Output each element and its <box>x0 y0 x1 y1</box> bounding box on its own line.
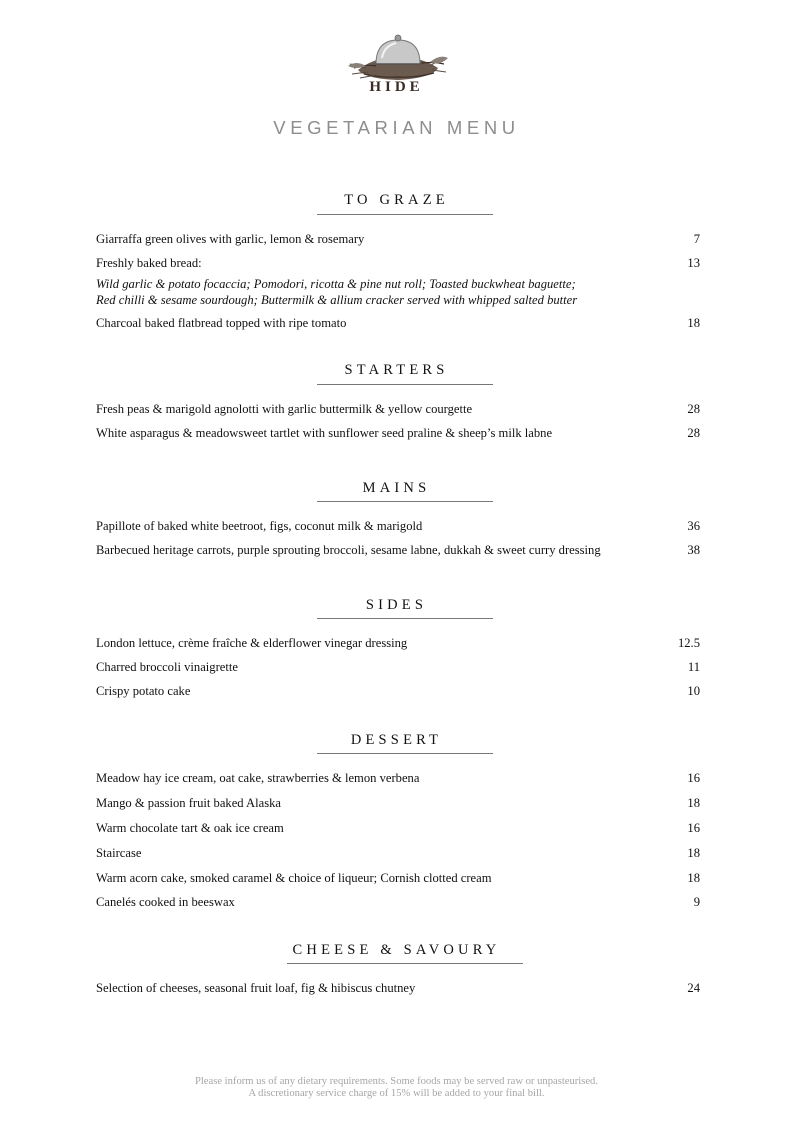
section-divider <box>317 214 493 215</box>
section-title-sides: SIDES <box>365 597 428 613</box>
item-price: 16 <box>687 771 700 785</box>
item-name: Warm acorn cake, smoked caramel & choice of liqueur; Cornish clotted cream <box>96 871 492 885</box>
item-name: Crispy potato cake <box>96 684 191 698</box>
section-divider <box>287 963 523 964</box>
item-detail: Red chilli & sesame sourdough; Buttermilk & allium cracker served with whipped salted butter <box>96 293 578 307</box>
item-price: 18 <box>687 316 700 330</box>
section-title-to-graze: TO GRAZE <box>344 192 449 208</box>
item-name: Giarraffa green olives with garlic, lemon & rosemary <box>96 232 365 246</box>
item-name: Fresh peas & marigold agnolotti with garlic buttermilk & yellow courgette <box>96 402 473 416</box>
item-name: Selection of cheeses, seasonal fruit loaf, fig & hibiscus chutney <box>96 981 416 995</box>
section-title-mains: MAINS <box>362 480 431 496</box>
section-divider <box>317 618 493 619</box>
item-price: 10 <box>687 684 700 698</box>
item-name: Canelés cooked in beeswax <box>96 895 235 909</box>
item-price: 24 <box>687 981 700 995</box>
item-price: 16 <box>687 821 700 835</box>
item-price: 28 <box>687 426 700 440</box>
page-title: VEGETARIAN MENU <box>273 117 520 138</box>
item-name: Papillote of baked white beetroot, figs, coconut milk & marigold <box>96 519 423 533</box>
section-divider <box>317 501 493 502</box>
item-name: White asparagus & meadowsweet tartlet with sunflower seed praline & sheep’s milk labne <box>96 426 553 440</box>
section-divider <box>317 384 493 385</box>
section-title-starters: STARTERS <box>344 362 449 378</box>
item-name: Staircase <box>96 846 142 860</box>
item-name: Barbecued heritage carrots, purple sprouting broccoli, sesame labne, dukkah & sweet curry dressing <box>96 543 601 557</box>
item-price: 12.5 <box>677 636 700 650</box>
item-price: 28 <box>687 402 700 416</box>
footer-dietary-note: Please inform us of any dietary requirements. Some foods may be served raw or unpasteurised. <box>194 1076 599 1087</box>
item-price: 13 <box>687 256 700 270</box>
item-name: London lettuce, crème fraîche & elderflower vinegar dressing <box>96 636 408 650</box>
footer-service-charge-note: A discretionary service charge of 15% will be added to your final bill. <box>248 1087 545 1099</box>
item-price: 38 <box>687 543 700 557</box>
footer-notice <box>0 1076 793 1099</box>
item-price: 36 <box>687 519 700 533</box>
item-name: Charcoal baked flatbread topped with ripe tomato <box>96 316 347 330</box>
brand-logo-text: HIDE <box>369 79 424 95</box>
item-price: 11 <box>687 660 700 674</box>
item-name: Freshly baked bread: <box>96 256 202 270</box>
item-price: 18 <box>687 871 700 885</box>
item-price: 7 <box>693 232 700 246</box>
item-detail: Wild garlic & potato focaccia; Pomodori, ricotta & pine nut roll; Toasted buckwheat baguette; <box>96 277 576 291</box>
section-title-dessert: DESSERT <box>350 732 443 748</box>
section-title-cheese-savoury: CHEESE & SAVOURY <box>292 942 501 958</box>
item-name: Meadow hay ice cream, oat cake, strawberries & lemon verbena <box>96 771 420 785</box>
item-name: Warm chocolate tart & oak ice cream <box>96 821 284 835</box>
section-divider <box>317 753 493 754</box>
item-price: 9 <box>693 895 700 909</box>
item-price: 18 <box>687 796 700 810</box>
item-name: Charred broccoli vinaigrette <box>96 660 238 674</box>
item-name: Mango & passion fruit baked Alaska <box>96 796 282 810</box>
item-price: 18 <box>687 846 700 860</box>
